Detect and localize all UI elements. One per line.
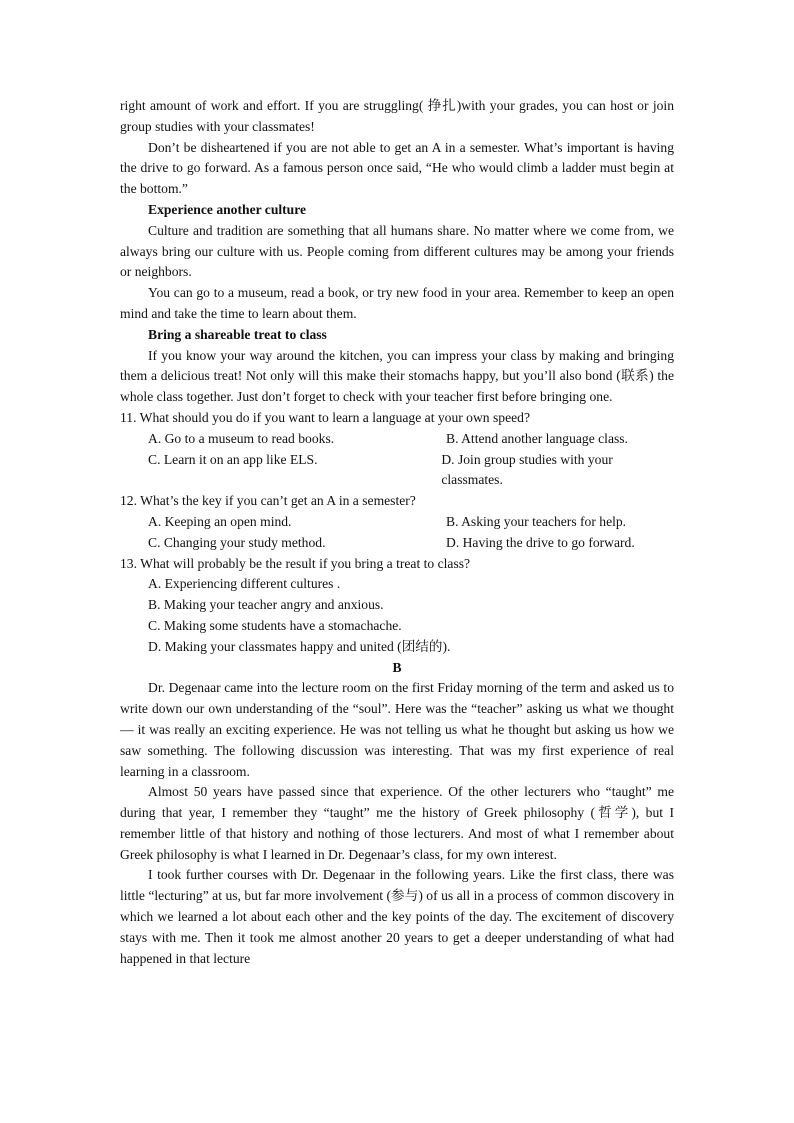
question-13-option-b: B. Making your teacher angry and anxious. xyxy=(148,597,384,613)
passage-a-paragraph-4: You can go to a museum, read a book, or try new food in your area. Remember to keep an open mind and take the time to learn about them. xyxy=(120,285,674,321)
question-13-option-c: C. Making some students have a stomachache. xyxy=(148,617,402,633)
passage-a-paragraph-1: right amount of work and effort. If you are struggling( 挣扎)with your grades, you can host or join group studies with your classmates! xyxy=(120,98,674,134)
passage-a-paragraph-2: Don’t be disheartened if you are not able to get an A in a semester. What’s important is having the drive to go forward. As a famous person once said, “He who would climb a ladder must begin at the bottom.” xyxy=(120,139,674,197)
question-12-option-c: C. Changing your study method. xyxy=(148,534,326,550)
question-12-options-row-2 xyxy=(120,533,674,554)
question-13-stem: 13. What will probably be the result if you bring a treat to class? xyxy=(120,555,471,571)
question-12-options-row-1 xyxy=(120,512,674,533)
question-12-option-b: B. Asking your teachers for help. xyxy=(446,513,627,529)
passage-a-paragraph-3: Culture and tradition are something that all humans share. No matter where we come from, we always bring our culture with us. People coming from different cultures may be among your friends or neighbors. xyxy=(120,222,674,280)
question-11-option-a: A. Go to a museum to read books. xyxy=(148,430,335,446)
question-12-option-d: D. Having the drive to go forward. xyxy=(446,534,635,550)
question-11-option-c: C. Learn it on an app like ELS. xyxy=(148,451,318,467)
section-heading-culture: Experience another culture xyxy=(148,201,307,217)
question-11-option-d: D. Join group studies with your classmates. xyxy=(441,451,613,488)
question-11-options-row-1 xyxy=(120,429,674,450)
question-12-stem: 12. What’s the key if you can’t get an A in a semester? xyxy=(120,493,416,509)
question-11-option-b: B. Attend another language class. xyxy=(446,430,628,446)
passage-b-paragraph-3: I took further courses with Dr. Degenaar in the following years. Like the first class, there was little “lecturing” at us, but far more involvement (参与) of us all in a process of common discovery in which we learned a lot about each other and the key points of the day. The excitement of discovery stays with me. Then it took me almost another 20 years to get a deeper understanding of what had happened in that lecture xyxy=(120,867,674,966)
section-heading-treat: Bring a shareable treat to class xyxy=(148,326,327,342)
question-11-stem: 11. What should you do if you want to learn a language at your own speed? xyxy=(120,409,530,425)
document-page xyxy=(120,96,674,969)
question-11-options-row-2 xyxy=(120,450,674,492)
question-13-option-a: A. Experiencing different cultures . xyxy=(148,576,341,592)
section-b-label: B xyxy=(392,659,402,675)
passage-b-paragraph-1: Dr. Degenaar came into the lecture room on the first Friday morning of the term and asked us to write down our own understanding of the “soul”. Here was the “teacher” asking us what we thought — it was really an exciting experience. He was not telling us what he thought but asking us how we saw something. The following discussion was interesting. That was my first experience of real learning in a classroom. xyxy=(120,680,674,779)
question-13-option-d: D. Making your classmates happy and united (团结的). xyxy=(148,638,451,654)
passage-a-paragraph-5: If you know your way around the kitchen, you can impress your class by making and bringing them a delicious treat! Not only will this make their stomachs happy, but you’ll also bond (联系) the whole class together. Just don’t forget to check with your teacher first before bringing one. xyxy=(120,347,674,405)
question-12-option-a: A. Keeping an open mind. xyxy=(148,513,292,529)
passage-b-paragraph-2: Almost 50 years have passed since that experience. Of the other lecturers who “taught” me during that year, I remember they “taught” me the history of Greek philosophy (哲学), but I remember little of that history and nothing of those lecturers. And most of what I remember about Greek philosophy is what I learned in Dr. Degenaar’s class, for my own interest. xyxy=(120,784,674,862)
